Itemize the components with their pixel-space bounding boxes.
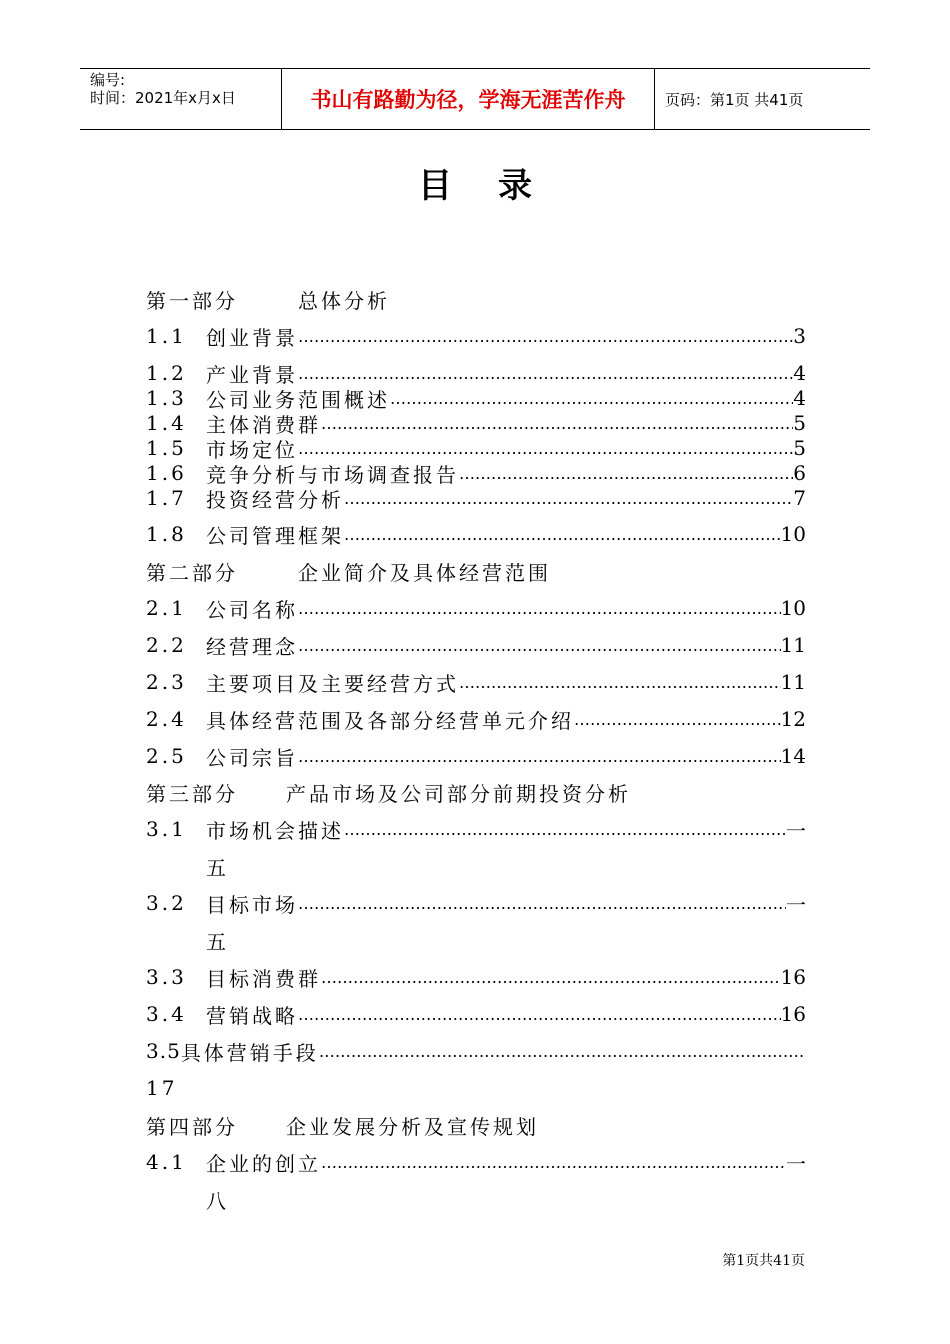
entry-page: 5 xyxy=(793,411,806,435)
toc-part-heading[interactable] xyxy=(146,777,806,807)
header-meta xyxy=(90,71,280,107)
entry-label: 公司业务范围概述 xyxy=(206,387,390,412)
leader-dots xyxy=(459,464,793,483)
entry-page: 5 xyxy=(793,436,806,460)
leader-dots xyxy=(298,1005,781,1024)
toc-entry[interactable] xyxy=(146,321,806,351)
entry-label: 投资经营分析 xyxy=(206,487,344,512)
entry-page: 11 xyxy=(780,633,806,657)
leader-dots xyxy=(298,894,786,913)
header-page-info: 页码：第1页 共41页 xyxy=(665,90,804,109)
leader-dots xyxy=(344,489,793,508)
entry-number: 3.5 xyxy=(146,1039,181,1063)
toc-entry[interactable] xyxy=(146,1036,806,1066)
entry-label: 市场定位 xyxy=(206,437,298,462)
toc-entry[interactable] xyxy=(146,741,806,771)
leader-dots xyxy=(344,820,786,839)
leader-dots xyxy=(344,525,781,544)
leader-dots xyxy=(298,599,781,618)
toc-entry[interactable] xyxy=(146,630,806,660)
part-title: 产品市场及公司部分前期投资分析 xyxy=(286,781,631,806)
entry-label: 市场机会描述 xyxy=(206,818,344,843)
entry-page: 4 xyxy=(793,361,806,385)
toc-entry[interactable] xyxy=(146,593,806,623)
entry-page-continuation: 五 xyxy=(206,855,229,880)
entry-number: 2.1 xyxy=(146,596,187,620)
entry-number: 1.7 xyxy=(146,486,187,510)
leader-dots xyxy=(298,439,793,458)
toc-part-heading[interactable] xyxy=(146,284,806,314)
entry-number: 2.3 xyxy=(146,670,187,694)
part-name: 第一部分 xyxy=(146,288,238,313)
entry-label: 公司名称 xyxy=(206,597,298,622)
header-divider xyxy=(654,69,655,129)
toc-entry[interactable] xyxy=(146,962,806,992)
toc-entry[interactable] xyxy=(146,519,806,549)
entry-label: 主要项目及主要经营方式 xyxy=(206,671,459,696)
entry-page: 3 xyxy=(793,324,806,348)
toc-part-heading[interactable] xyxy=(146,1110,806,1140)
entry-page-continuation: 五 xyxy=(206,929,229,954)
entry-number: 3.3 xyxy=(146,965,187,989)
toc-entry[interactable] xyxy=(146,667,806,697)
entry-label: 公司管理框架 xyxy=(206,523,344,548)
entry-number: 1.4 xyxy=(146,411,187,435)
header-motto: 书山有路勤为径，学海无涯苦作舟 xyxy=(310,88,626,112)
leader-dots xyxy=(321,414,793,433)
time-label: 时间：2021年x月x日 xyxy=(90,89,236,107)
page-header xyxy=(80,68,870,130)
entry-page-continuation: 八 xyxy=(206,1188,229,1213)
part-title: 企业简介及具体经营范围 xyxy=(298,560,551,585)
entry-page-continuation: 17 xyxy=(146,1076,178,1100)
entry-label: 具体经营范围及各部分经营单元介绍 xyxy=(206,708,574,733)
leader-dots xyxy=(459,673,781,692)
entry-number: 2.2 xyxy=(146,633,187,657)
entry-page: 16 xyxy=(780,965,806,989)
entry-label: 企业的创立 xyxy=(206,1151,321,1176)
entry-number: 1.2 xyxy=(146,361,187,385)
part-title: 总体分析 xyxy=(298,288,390,313)
entry-page: 10 xyxy=(780,596,806,620)
entry-page: 16 xyxy=(780,1002,806,1026)
toc-entry[interactable] xyxy=(146,999,806,1029)
toc-entry[interactable] xyxy=(146,1147,806,1177)
entry-number: 3.4 xyxy=(146,1002,187,1026)
entry-number: 1.1 xyxy=(146,324,187,348)
entry-label: 经营理念 xyxy=(206,634,298,659)
entry-label: 目标消费群 xyxy=(206,966,321,991)
leader-dots xyxy=(574,710,781,729)
entry-number: 1.3 xyxy=(146,386,187,410)
entry-page: 11 xyxy=(780,670,806,694)
entry-label: 竞争分析与市场调查报告 xyxy=(206,462,459,487)
entry-number: 4.1 xyxy=(146,1150,187,1174)
leader-dots xyxy=(298,327,793,346)
entry-page: 一 xyxy=(786,892,806,917)
entry-number: 3.2 xyxy=(146,891,187,915)
entry-page: 一 xyxy=(786,1151,806,1176)
part-name: 第二部分 xyxy=(146,560,238,585)
entry-page: 7 xyxy=(793,486,806,510)
toc-entry[interactable] xyxy=(146,704,806,734)
entry-page: 4 xyxy=(793,386,806,410)
entry-label: 目标市场 xyxy=(206,892,298,917)
toc-entry[interactable] xyxy=(146,814,806,844)
entry-label: 公司宗旨 xyxy=(206,745,298,770)
number-label: 编号: xyxy=(90,71,126,89)
toc-entry[interactable] xyxy=(146,888,806,918)
entry-number: 3.1 xyxy=(146,817,187,841)
entry-page: 6 xyxy=(793,461,806,485)
entry-page: 一 xyxy=(786,818,806,843)
leader-dots xyxy=(390,389,793,408)
entry-page: 12 xyxy=(780,707,806,731)
page-title: 目录 xyxy=(418,166,578,206)
part-name: 第四部分 xyxy=(146,1114,238,1139)
entry-number: 1.6 xyxy=(146,461,187,485)
entry-label: 创业背景 xyxy=(206,325,298,350)
entry-number: 1.5 xyxy=(146,436,187,460)
entry-label: 营销战略 xyxy=(206,1003,298,1028)
leader-dots xyxy=(298,747,781,766)
page-footer: 第1页共41页 xyxy=(722,1253,805,1269)
entry-label: 产业背景 xyxy=(206,362,298,387)
entry-page: 10 xyxy=(780,522,806,546)
entry-number: 1.8 xyxy=(146,522,187,546)
entry-label: 具体营销手段 xyxy=(180,1040,319,1065)
entry-number: 2.5 xyxy=(146,744,187,768)
toc-part-heading[interactable] xyxy=(146,556,806,586)
entry-page: 14 xyxy=(780,744,806,768)
leader-dots xyxy=(298,636,781,655)
toc-entry[interactable] xyxy=(146,483,806,513)
leader-dots xyxy=(298,364,793,383)
leader-dots xyxy=(321,968,781,987)
leader-dots xyxy=(319,1042,806,1061)
leader-dots xyxy=(321,1153,786,1172)
part-name: 第三部分 xyxy=(146,781,238,806)
entry-number: 2.4 xyxy=(146,707,187,731)
part-title: 企业发展分析及宣传规划 xyxy=(286,1114,539,1139)
entry-label: 主体消费群 xyxy=(206,412,321,437)
